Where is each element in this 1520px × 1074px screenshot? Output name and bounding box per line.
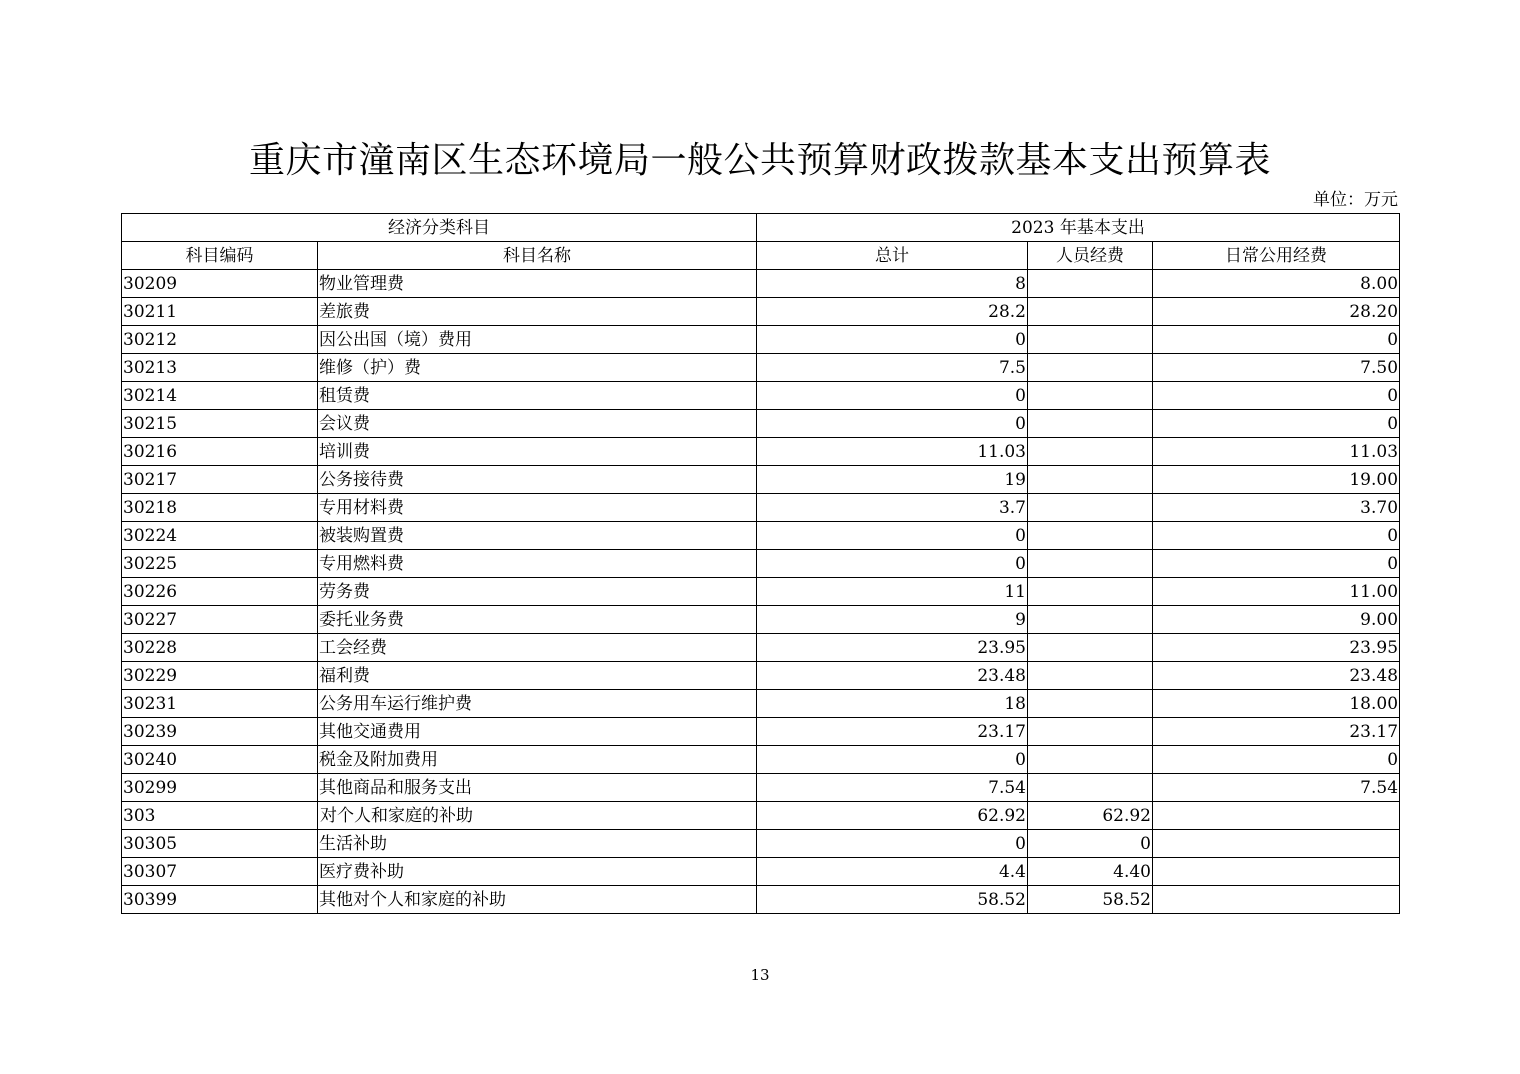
cell-total: 19	[757, 466, 1028, 494]
cell-code: 30226	[122, 578, 318, 606]
cell-public: 18.00	[1153, 690, 1400, 718]
cell-name: 其他交通费用	[318, 718, 757, 746]
cell-name: 劳务费	[318, 578, 757, 606]
cell-total: 62.92	[757, 802, 1028, 830]
cell-total: 0	[757, 830, 1028, 858]
cell-public: 8.00	[1153, 270, 1400, 298]
cell-total: 11.03	[757, 438, 1028, 466]
cell-public: 3.70	[1153, 494, 1400, 522]
cell-personnel	[1028, 466, 1153, 494]
table-row	[122, 858, 1400, 886]
cell-total: 58.52	[757, 886, 1028, 914]
budget-table	[121, 213, 1400, 914]
cell-total: 23.17	[757, 718, 1028, 746]
cell-personnel	[1028, 774, 1153, 802]
table-row	[122, 494, 1400, 522]
cell-total: 0	[757, 522, 1028, 550]
cell-personnel: 0	[1028, 830, 1153, 858]
table-row	[122, 438, 1400, 466]
cell-code: 30225	[122, 550, 318, 578]
cell-total: 0	[757, 410, 1028, 438]
cell-public: 11.00	[1153, 578, 1400, 606]
table-row	[122, 886, 1400, 914]
cell-name: 租赁费	[318, 382, 757, 410]
cell-personnel	[1028, 578, 1153, 606]
table-row	[122, 382, 1400, 410]
cell-name: 公务接待费	[318, 466, 757, 494]
cell-personnel	[1028, 662, 1153, 690]
cell-name: 公务用车运行维护费	[318, 690, 757, 718]
cell-personnel	[1028, 438, 1153, 466]
header-code: 科目编码	[122, 242, 318, 270]
cell-total: 4.4	[757, 858, 1028, 886]
table-row	[122, 466, 1400, 494]
cell-personnel	[1028, 550, 1153, 578]
cell-public: 9.00	[1153, 606, 1400, 634]
cell-total: 7.5	[757, 354, 1028, 382]
cell-public: 7.50	[1153, 354, 1400, 382]
cell-public: 11.03	[1153, 438, 1400, 466]
cell-public: 0	[1153, 410, 1400, 438]
table-row	[122, 634, 1400, 662]
cell-total: 9	[757, 606, 1028, 634]
cell-code: 30215	[122, 410, 318, 438]
cell-code: 30216	[122, 438, 318, 466]
header-public: 日常公用经费	[1153, 242, 1400, 270]
cell-name: 工会经费	[318, 634, 757, 662]
cell-name: 培训费	[318, 438, 757, 466]
table-row	[122, 522, 1400, 550]
cell-code: 30299	[122, 774, 318, 802]
cell-code: 30214	[122, 382, 318, 410]
cell-name: 委托业务费	[318, 606, 757, 634]
table-row	[122, 690, 1400, 718]
table-row	[122, 662, 1400, 690]
cell-code: 30211	[122, 298, 318, 326]
cell-public: 0	[1153, 550, 1400, 578]
header-econ-category: 经济分类科目	[122, 214, 757, 242]
cell-personnel	[1028, 326, 1153, 354]
cell-code: 30209	[122, 270, 318, 298]
table-row	[122, 578, 1400, 606]
table-row	[122, 606, 1400, 634]
header-basic-expenditure: 2023 年基本支出	[757, 214, 1400, 242]
cell-personnel: 58.52	[1028, 886, 1153, 914]
cell-total: 3.7	[757, 494, 1028, 522]
cell-public: 23.48	[1153, 662, 1400, 690]
cell-personnel	[1028, 522, 1153, 550]
header-name: 科目名称	[318, 242, 757, 270]
cell-name: 其他对个人和家庭的补助	[318, 886, 757, 914]
cell-name: 维修（护）费	[318, 354, 757, 382]
cell-personnel	[1028, 606, 1153, 634]
cell-public: 0	[1153, 326, 1400, 354]
cell-name: 福利费	[318, 662, 757, 690]
cell-name: 专用材料费	[318, 494, 757, 522]
cell-personnel	[1028, 382, 1153, 410]
table-row	[122, 270, 1400, 298]
cell-personnel: 62.92	[1028, 802, 1153, 830]
cell-code: 30305	[122, 830, 318, 858]
table-row	[122, 746, 1400, 774]
cell-code: 30240	[122, 746, 318, 774]
cell-name: 生活补助	[318, 830, 757, 858]
cell-public: 0	[1153, 522, 1400, 550]
header-personnel: 人员经费	[1028, 242, 1153, 270]
cell-personnel	[1028, 270, 1153, 298]
cell-public: 19.00	[1153, 466, 1400, 494]
cell-total: 23.48	[757, 662, 1028, 690]
cell-code: 30399	[122, 886, 318, 914]
cell-name: 被装购置费	[318, 522, 757, 550]
cell-public: 28.20	[1153, 298, 1400, 326]
page-title: 重庆市潼南区生态环境局一般公共预算财政拨款基本支出预算表	[248, 140, 1271, 181]
table-body	[122, 270, 1400, 914]
cell-public: 0	[1153, 382, 1400, 410]
table-row	[122, 718, 1400, 746]
table-header	[122, 214, 1400, 270]
cell-code: 30231	[122, 690, 318, 718]
cell-total: 7.54	[757, 774, 1028, 802]
table-row	[122, 326, 1400, 354]
cell-code: 30229	[122, 662, 318, 690]
cell-name: 会议费	[318, 410, 757, 438]
cell-public	[1153, 858, 1400, 886]
cell-personnel	[1028, 690, 1153, 718]
cell-code: 30307	[122, 858, 318, 886]
cell-personnel	[1028, 494, 1153, 522]
cell-total: 23.95	[757, 634, 1028, 662]
cell-personnel	[1028, 354, 1153, 382]
cell-name: 差旅费	[318, 298, 757, 326]
cell-name: 医疗费补助	[318, 858, 757, 886]
cell-name: 对个人和家庭的补助	[318, 802, 757, 830]
cell-personnel	[1028, 718, 1153, 746]
cell-public	[1153, 802, 1400, 830]
cell-total: 8	[757, 270, 1028, 298]
cell-personnel	[1028, 298, 1153, 326]
cell-total: 0	[757, 550, 1028, 578]
cell-code: 30224	[122, 522, 318, 550]
table-row	[122, 410, 1400, 438]
cell-personnel	[1028, 410, 1153, 438]
cell-public: 23.95	[1153, 634, 1400, 662]
cell-code: 30228	[122, 634, 318, 662]
cell-total: 0	[757, 326, 1028, 354]
cell-name: 物业管理费	[318, 270, 757, 298]
cell-total: 28.2	[757, 298, 1028, 326]
cell-code: 30213	[122, 354, 318, 382]
cell-name: 税金及附加费用	[318, 746, 757, 774]
unit-label: 单位：万元	[1313, 190, 1398, 210]
cell-name: 其他商品和服务支出	[318, 774, 757, 802]
table-row	[122, 830, 1400, 858]
cell-total: 18	[757, 690, 1028, 718]
cell-name: 因公出国（境）费用	[318, 326, 757, 354]
cell-personnel: 4.40	[1028, 858, 1153, 886]
header-total: 总计	[757, 242, 1028, 270]
cell-public: 23.17	[1153, 718, 1400, 746]
cell-total: 11	[757, 578, 1028, 606]
cell-public: 7.54	[1153, 774, 1400, 802]
cell-code: 303	[122, 802, 318, 830]
header-column-row	[122, 242, 1400, 270]
cell-personnel	[1028, 746, 1153, 774]
table-row	[122, 298, 1400, 326]
table-row	[122, 354, 1400, 382]
table-row	[122, 774, 1400, 802]
page-number: 13	[750, 966, 770, 984]
cell-name: 专用燃料费	[318, 550, 757, 578]
cell-code: 30212	[122, 326, 318, 354]
cell-code: 30218	[122, 494, 318, 522]
cell-code: 30227	[122, 606, 318, 634]
cell-total: 0	[757, 382, 1028, 410]
cell-total: 0	[757, 746, 1028, 774]
cell-code: 30217	[122, 466, 318, 494]
cell-code: 30239	[122, 718, 318, 746]
table-row	[122, 802, 1400, 830]
cell-public	[1153, 886, 1400, 914]
cell-personnel	[1028, 634, 1153, 662]
table-row	[122, 550, 1400, 578]
cell-public	[1153, 830, 1400, 858]
header-group-row	[122, 214, 1400, 242]
cell-public: 0	[1153, 746, 1400, 774]
